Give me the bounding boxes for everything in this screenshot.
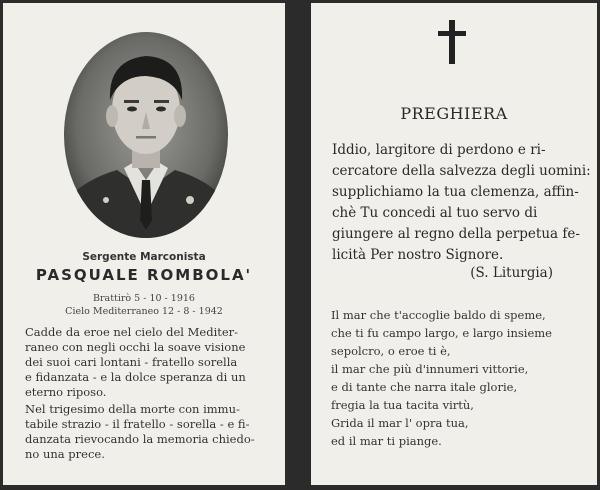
- text-line: supplichiamo la tua clemenza, affin-: [332, 184, 579, 200]
- poem-line: e di tante che narra itale glorie,: [331, 380, 518, 394]
- text-line: eterno riposo.: [25, 385, 107, 399]
- text-line: e fidanzata - e la dolce speranza di un: [25, 370, 246, 384]
- rank-label: Sergente Marconista: [82, 251, 206, 263]
- text-line: licità Per nostro Signore.: [332, 247, 504, 263]
- poem-line: che ti fu campo largo, e largo insieme: [331, 326, 552, 340]
- poem-line: il mar che più d'innumeri vittorie,: [331, 362, 529, 376]
- poem-line: Il mar che t'accoglie baldo di speme,: [331, 308, 546, 322]
- memorial-card-front: [3, 3, 285, 485]
- cross-icon: [438, 20, 466, 64]
- text-line: danzata rievocando la memoria chiedo-: [25, 432, 255, 446]
- text-line: raneo con negli occhi la soave visione: [25, 340, 246, 354]
- text-line: tabile strazio - il fratello - sorella - e fi-: [25, 417, 250, 431]
- poem-text: [331, 306, 586, 450]
- deceased-name: PASQUALE ROMBOLA': [35, 266, 253, 284]
- death-line: Cielo Mediterraneo 12 - 8 - 1942: [65, 306, 223, 317]
- text-line: giungere al regno della perpetua fe-: [332, 226, 580, 242]
- prayer-text: [332, 140, 591, 266]
- text-line: Nel trigesimo della morte con immu-: [25, 402, 240, 416]
- prayer-source: (S. Liturgia): [470, 265, 553, 281]
- text-line: dei suoi cari lontani - fratello sorella: [25, 355, 238, 369]
- prayer-title: PREGHIERA: [400, 104, 508, 123]
- text-line: chè Tu concedi al tuo servo di: [332, 205, 538, 221]
- text-line: Cadde da eroe nel cielo del Mediter-: [25, 325, 239, 339]
- poem-line: Grida il mar l' opra tua,: [331, 416, 469, 430]
- poem-line: ed il mar ti piange.: [331, 434, 442, 448]
- text-line: no una prece.: [25, 447, 105, 461]
- poem-line: sepolcro, o eroe ti è,: [331, 344, 451, 358]
- remembrance-paragraph: [25, 402, 270, 462]
- tribute-paragraph: [25, 325, 270, 400]
- memorial-card-back: [311, 3, 597, 485]
- poem-line: fregia la tua tacita virtù,: [331, 398, 474, 412]
- text-line: cercatore della salvezza degli uomini:: [332, 163, 591, 179]
- text-line: Iddio, largitore di perdono e ri-: [332, 142, 546, 158]
- portrait-photo: [62, 30, 230, 240]
- life-dates: [3, 292, 285, 318]
- birth-line: Brattirò 5 - 10 - 1916: [93, 293, 195, 304]
